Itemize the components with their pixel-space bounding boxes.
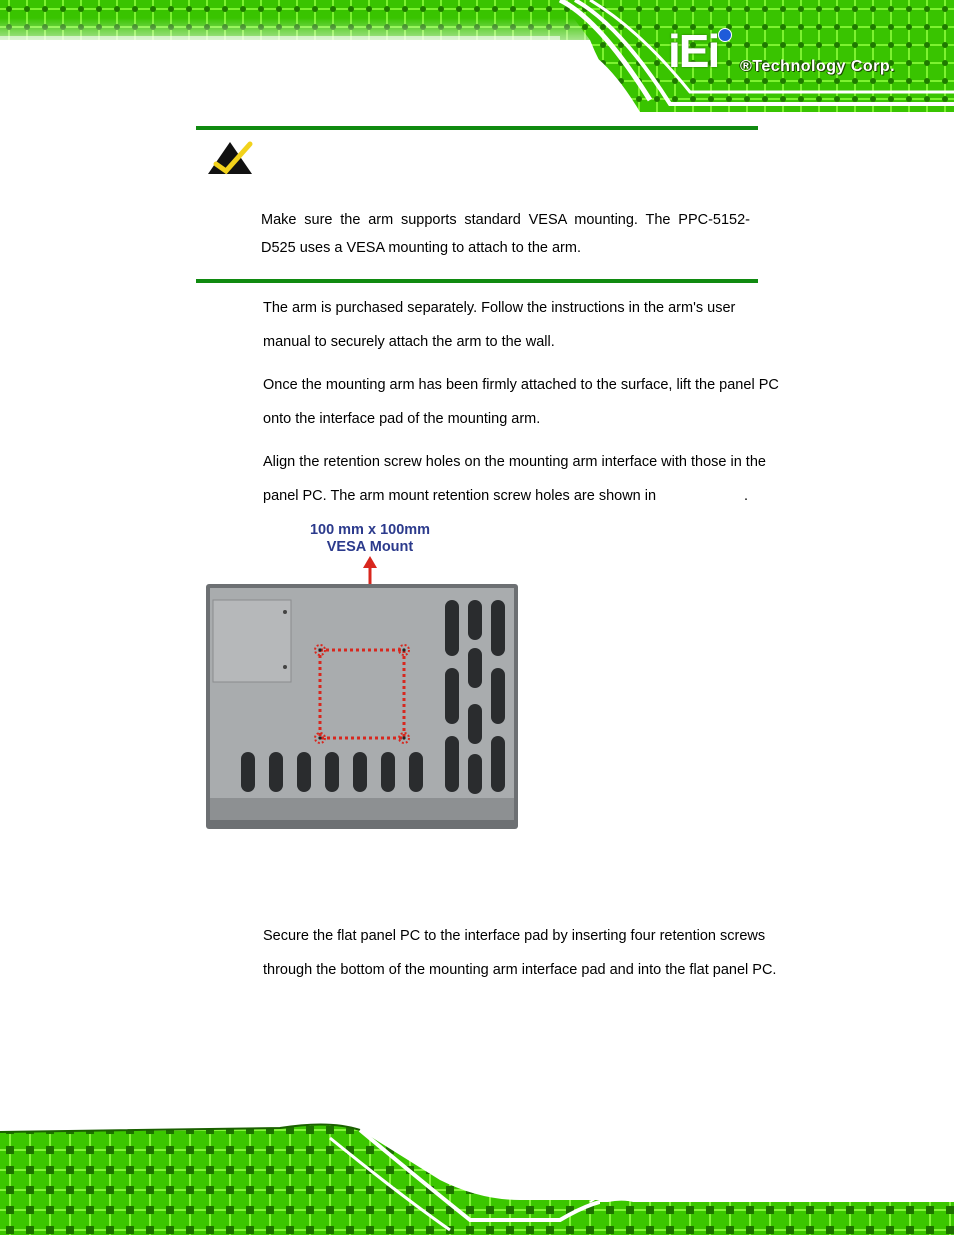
figure-label-size: 100 mm x 100mm (309, 522, 431, 538)
checkmark-note-icon (206, 138, 256, 176)
note-bottom-rule (196, 279, 758, 283)
paragraph-line (263, 479, 823, 513)
logo-text: ®Technology Corp. (740, 58, 896, 75)
paragraph-line: Once the mounting arm has been firmly attached to the surface, lift the panel PC (263, 377, 779, 393)
paragraph-period: . (744, 488, 749, 504)
paragraph-line: manual to securely attach the arm to the wall. (263, 334, 555, 350)
logo-dot-icon (718, 28, 732, 42)
company-logo (668, 25, 928, 78)
paragraph-line: The arm is purchased separately. Follow the instructions in the arm's user (263, 300, 736, 316)
panel-rear-illustration (205, 518, 525, 833)
header-circuit-art (0, 0, 954, 112)
access-cover (213, 600, 291, 682)
paragraph-align-holes (263, 445, 823, 513)
vesa-arrow-head (363, 556, 377, 568)
footer-circuit-svg (0, 1120, 954, 1235)
paragraph-line: Secure the flat panel PC to the interface pad by inserting four retention screws (263, 928, 766, 944)
panel-bottom-edge (210, 798, 514, 820)
note-text: Make sure the arm supports standard VESA mounting. The PPC-5152-D525 uses a VESA mounting to attach to the arm. (261, 212, 750, 256)
paragraph-line: Align the retention screw holes on the mounting arm interface with those in the (263, 454, 766, 470)
paragraph-arm-purchase (263, 291, 823, 359)
paragraph-text: panel PC. The arm mount retention screw holes are shown in (263, 488, 657, 504)
figure-label-vesa: VESA Mount (326, 539, 414, 555)
paragraph-lift-panel (263, 368, 833, 436)
note-top-rule (196, 126, 758, 130)
paragraph-line: through the bottom of the mounting arm interface pad and into the flat panel PC. (263, 962, 777, 978)
logo-mark: iEi (668, 25, 719, 77)
paragraph-secure-screws (263, 919, 823, 987)
paragraph-line: onto the interface pad of the mounting arm. (263, 411, 541, 427)
vesa-mount-figure (205, 518, 525, 833)
footer-circuit-art (0, 1120, 954, 1235)
